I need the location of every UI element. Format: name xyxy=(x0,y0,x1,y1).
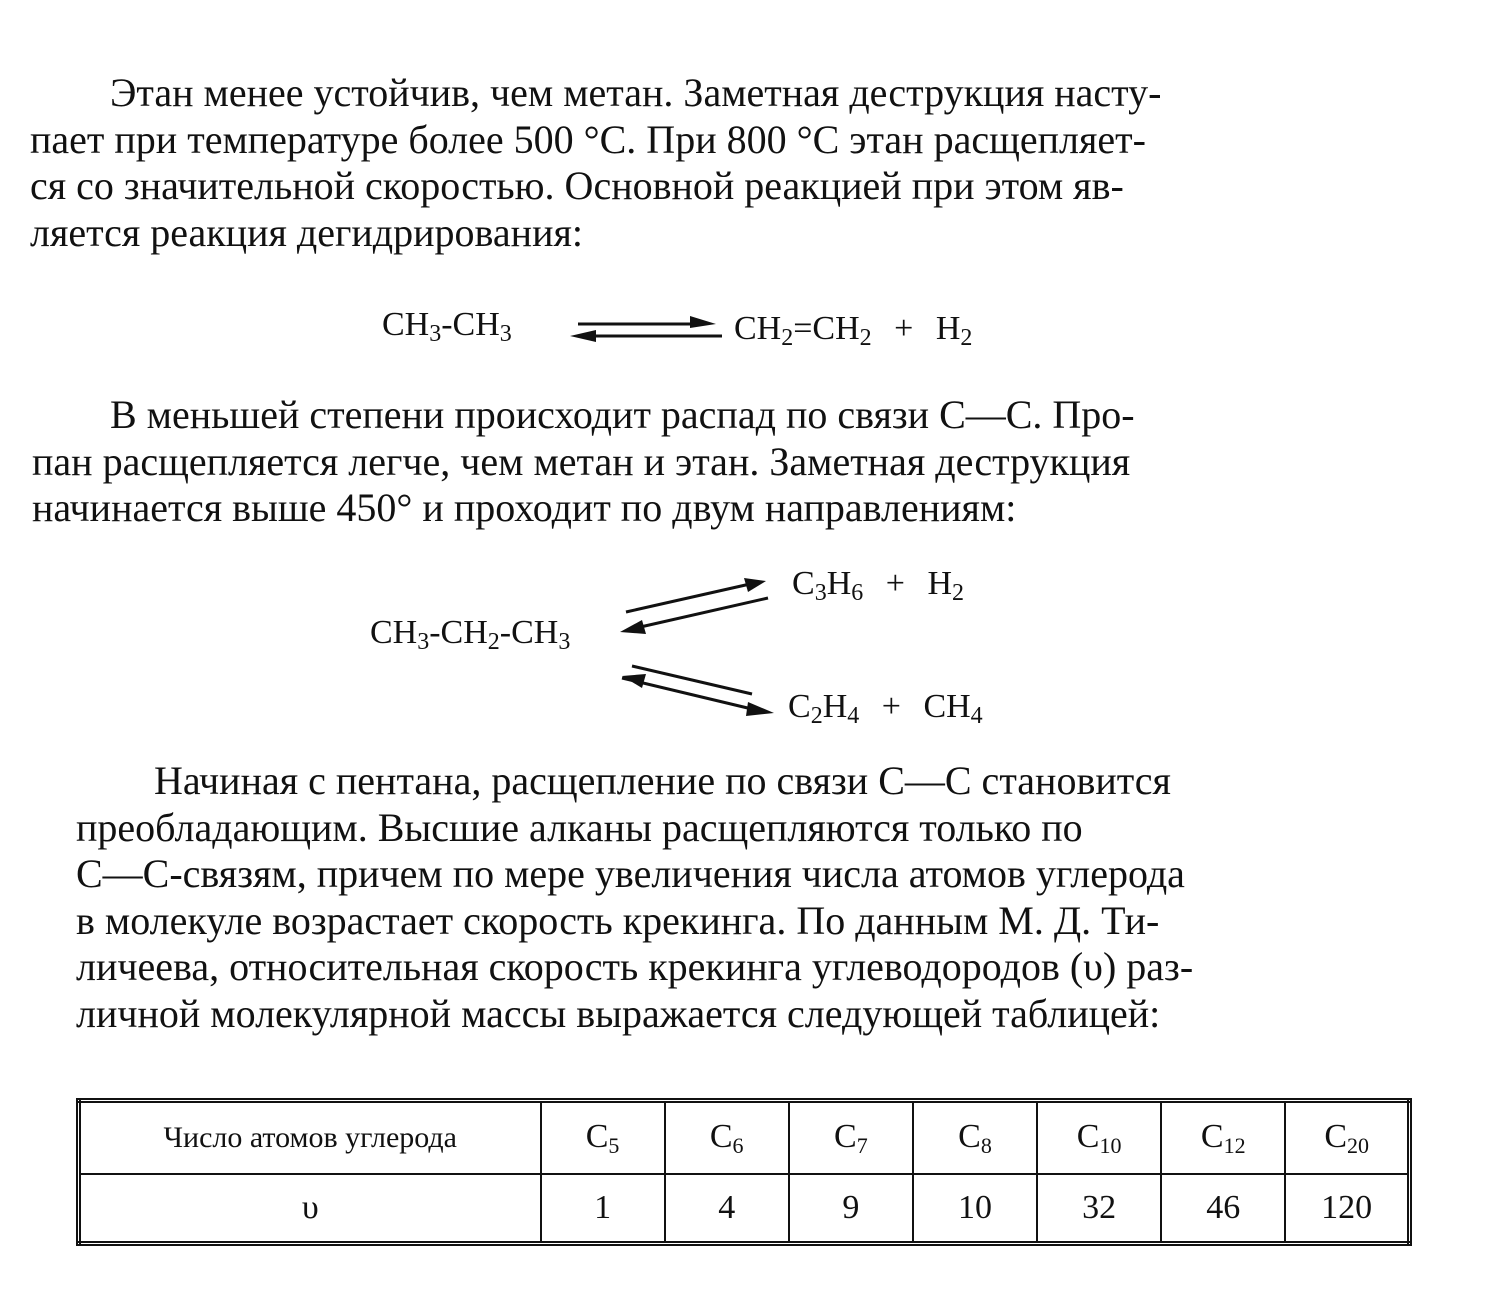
table-cell-carbon: $C_{10}$ xyxy=(1037,1101,1161,1175)
table-cell-rate: 10 xyxy=(913,1174,1037,1243)
table-cell-carbon: $C_8$ xyxy=(913,1101,1037,1175)
text-line: С—С-связям, причем по мере увеличения числа атомов углерода xyxy=(76,851,1185,896)
text-line: Этан менее устойчив, чем метан. Заметная деструкция насту- xyxy=(110,70,1162,115)
text-line: пает при температуре более 500 °С. При 800 °С этан расщепляет- xyxy=(30,116,1146,162)
equilibrium-arrow-propane-top xyxy=(620,578,768,634)
equilibrium-arrow-propane-bottom xyxy=(622,666,774,716)
text-line: начинается выше 450° и проходит по двум направлениям: xyxy=(32,485,1017,530)
reaction-ethane-products: $CH_2=CH_2 + H_2$ xyxy=(734,310,973,351)
table-cell-carbon: $C_7$ xyxy=(789,1101,913,1175)
equilibrium-arrow-ethane xyxy=(570,316,722,342)
reaction-propane-products-bottom: $C_2H_4 + CH_4$ xyxy=(788,688,983,729)
text-line: В меньшей степени происходит распад по связи С—С. Про- xyxy=(110,392,1135,437)
table-cell-rate: 9 xyxy=(789,1174,913,1243)
table-cell-carbon: $C_5$ xyxy=(541,1101,665,1175)
table-row-carbon-count xyxy=(79,1101,1410,1175)
text-line: в молекуле возрастает скорость крекинга. По данным М. Д. Ти- xyxy=(76,897,1160,943)
table-cell-rate: 32 xyxy=(1037,1174,1161,1243)
text-line: ся со значительной скоростью. Основной реакцией при этом яв- xyxy=(30,163,1124,208)
table-cell-carbon: $C_{12}$ xyxy=(1161,1101,1285,1175)
reaction-ethane-reactant: $CH_3-CH_3$ xyxy=(382,306,512,347)
table-cell-rate: 1 xyxy=(541,1174,665,1243)
table-cell-rate: 46 xyxy=(1161,1174,1285,1243)
table-cell-rate: 4 xyxy=(665,1174,789,1243)
table-cell-carbon: $C_{20}$ xyxy=(1285,1101,1409,1175)
text-line: пан расщепляется легче, чем метан и этан. Заметная деструкция xyxy=(32,438,1131,484)
paragraph-higher-alkanes xyxy=(76,758,1414,1037)
table-row-rate xyxy=(79,1174,1410,1243)
text-line: ляется реакция дегидрирования: xyxy=(30,209,583,255)
text-line: личеева, относительная скорость крекинга углеводородов (υ) раз- xyxy=(76,944,1194,989)
text-line: личной молекулярной массы выражается следующей таблицей: xyxy=(76,990,1161,1036)
text-line: Начиная с пентана, расщепление по связи С—С становится xyxy=(154,758,1171,803)
text-line: преобладающим. Высшие алканы расщепляются только по xyxy=(76,804,1083,850)
reaction-propane-reactant: $CH_3-CH_2-CH_3$ xyxy=(370,614,571,655)
table-header-carbon-count: Число атомов углерода xyxy=(79,1101,541,1175)
table-cell-rate: 120 xyxy=(1285,1174,1409,1243)
cracking-rate-table xyxy=(76,1098,1412,1246)
reaction-propane-products-top: $C_3H_6 + H_2$ xyxy=(792,565,964,606)
table-header-rate: υ xyxy=(79,1174,541,1243)
table-cell-carbon: $C_6$ xyxy=(665,1101,789,1175)
